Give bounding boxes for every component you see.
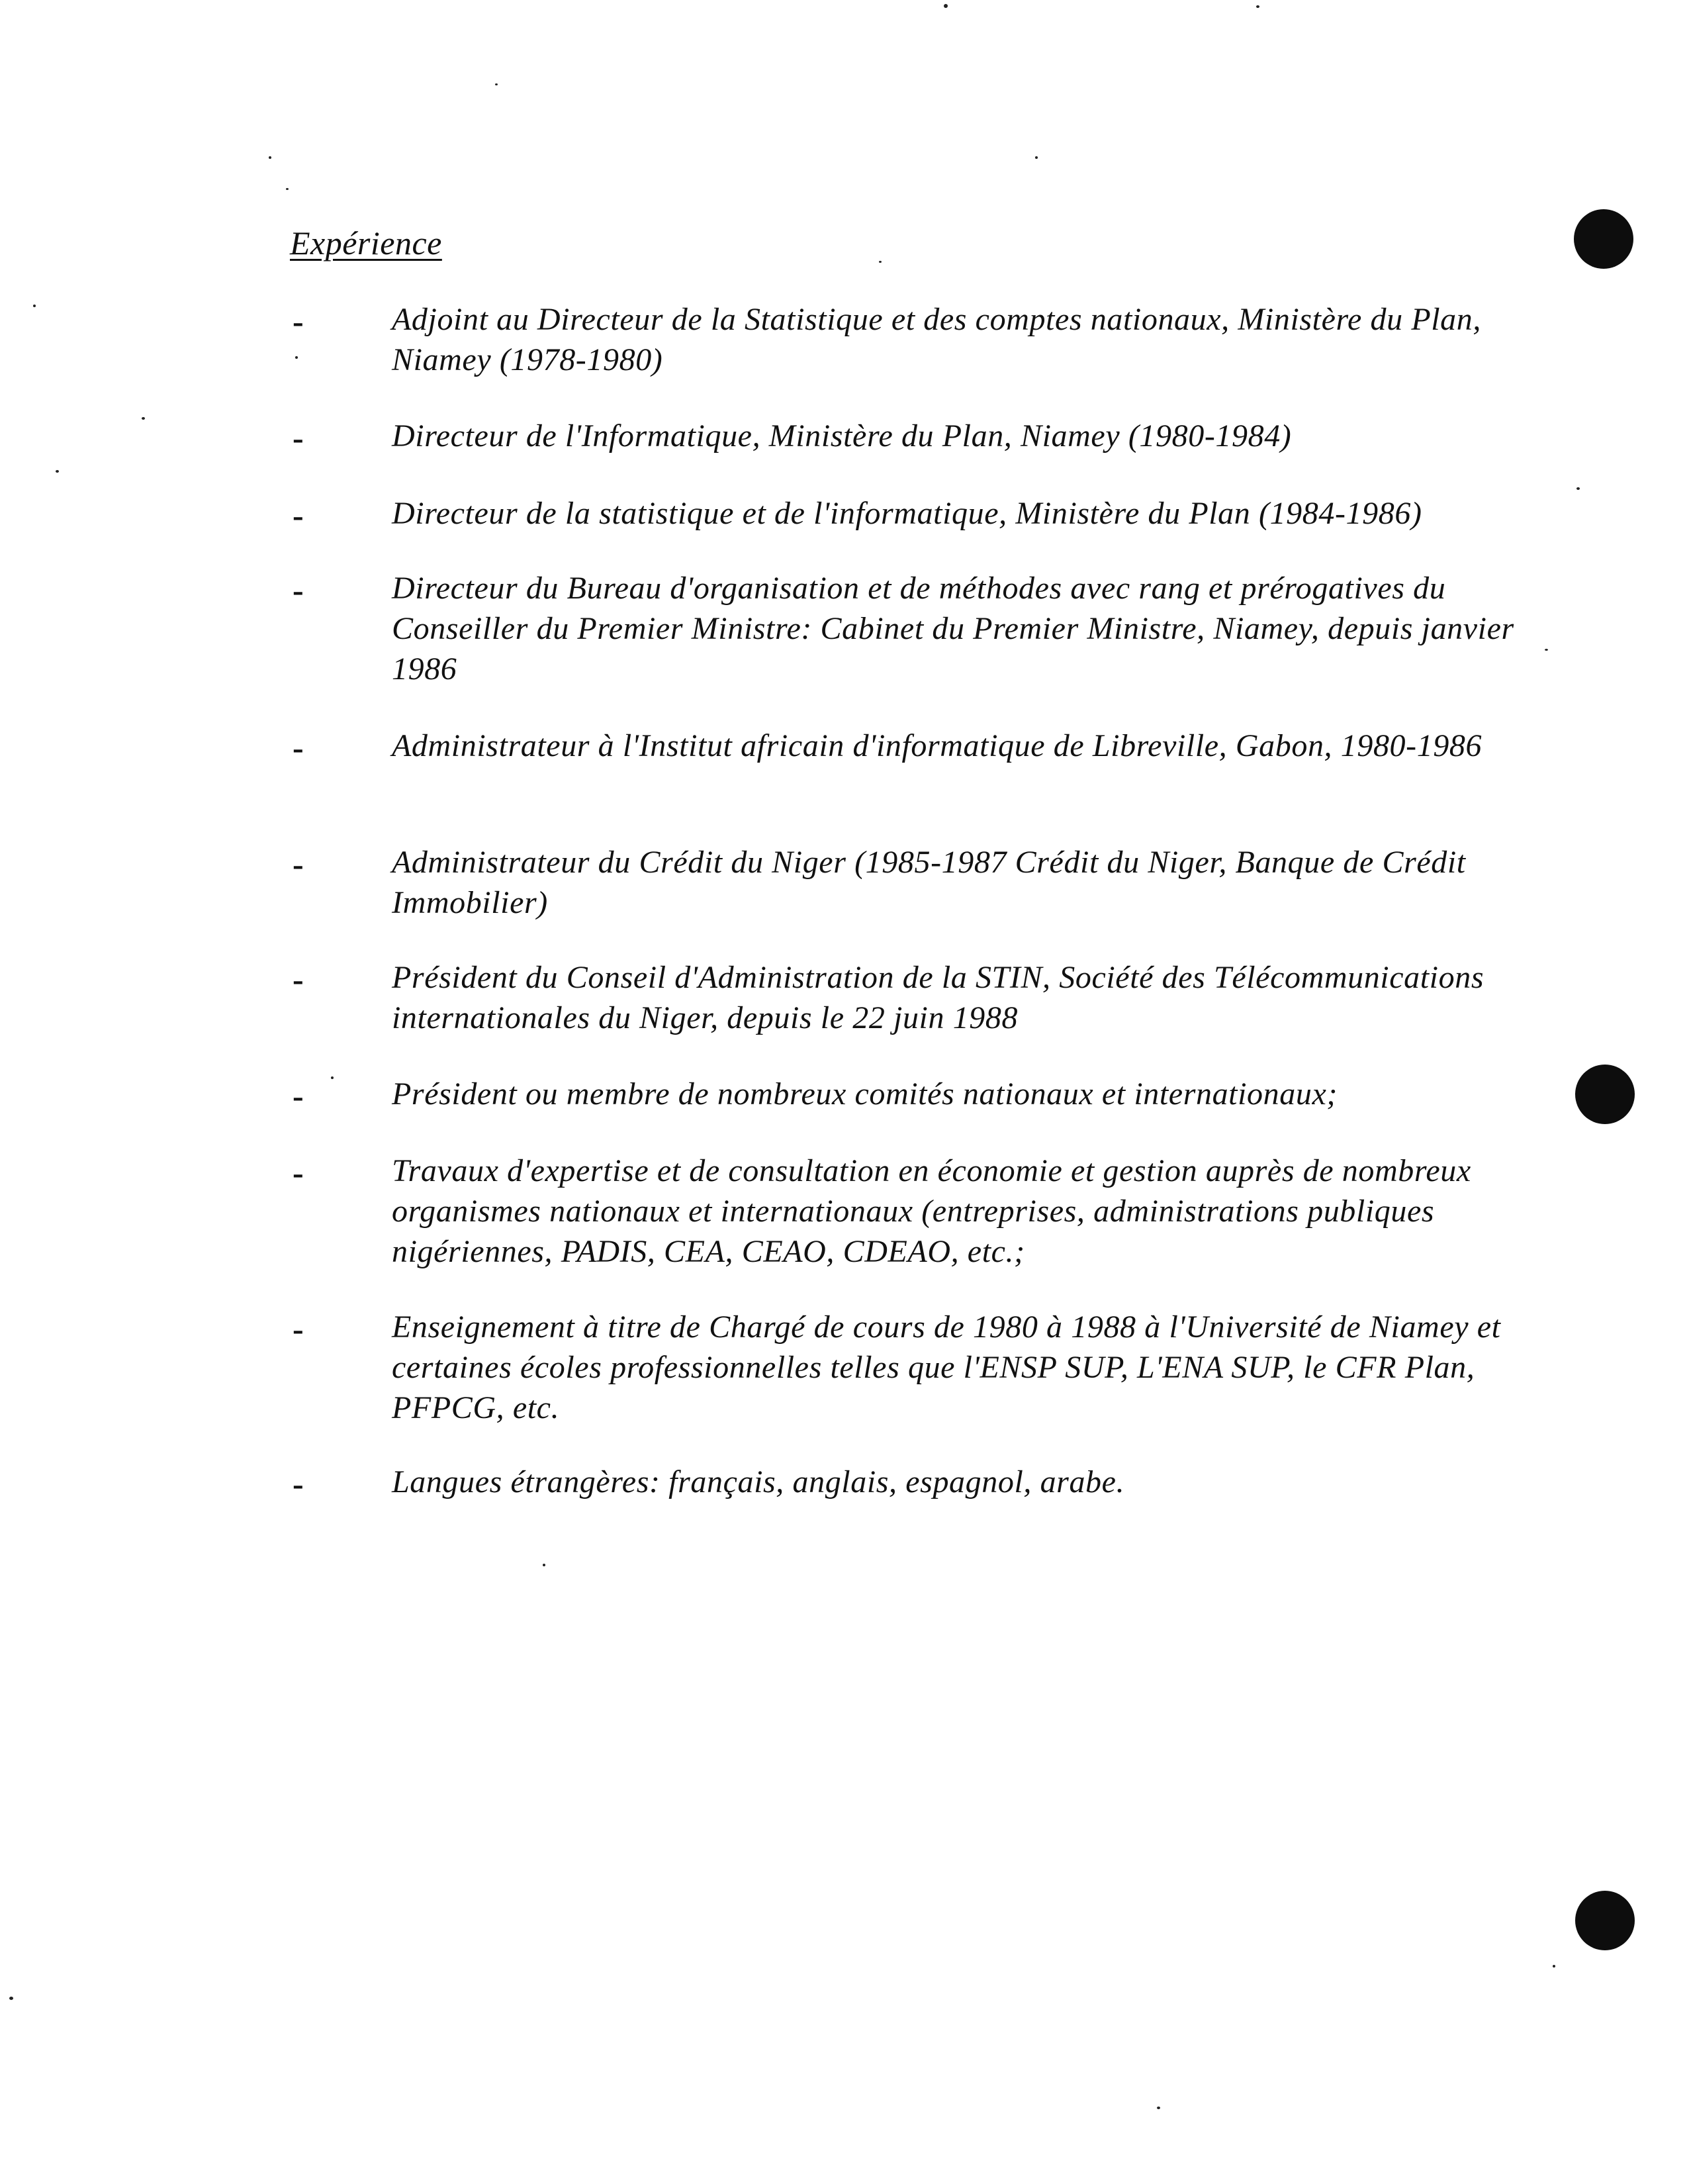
punch-hole	[1575, 1891, 1635, 1950]
scan-speck	[56, 470, 59, 473]
scan-speck	[331, 1076, 334, 1079]
list-item-text: Langues étrangères: français, anglais, espagnol, arabe.	[392, 1464, 1125, 1499]
list-dash: -	[293, 1310, 304, 1347]
scan-speck	[543, 1564, 545, 1566]
scan-speck	[142, 417, 145, 420]
scan-speck	[1576, 487, 1580, 490]
list-dash: -	[293, 961, 304, 998]
punch-hole	[1575, 1065, 1635, 1124]
section-heading: Expérience	[290, 224, 442, 261]
list-dash: -	[293, 497, 304, 534]
scan-speck	[33, 305, 36, 307]
list-item-text: Travaux d'expertise et de consultation en économie et gestion auprès de nombreux organismes nationaux et internationaux (entreprises, administrations publiques nigériennes, PADIS, CEA, CEAO, CDEAO, etc.;	[392, 1153, 1471, 1269]
list-item-text: Directeur de la statistique et de l'informatique, Ministère du Plan (1984-1986)	[392, 496, 1422, 531]
list-dash: -	[293, 1077, 304, 1114]
scan-speck	[1545, 649, 1548, 651]
list-item-text: Directeur de l'Informatique, Ministère du Plan, Niamey (1980-1984)	[392, 418, 1292, 453]
scan-speck	[269, 156, 271, 159]
list-item-text: Directeur du Bureau d'organisation et de méthodes avec rang et prérogatives du Conseiller du Premier Ministre: Cabinet du Premier Ministre, Niamey, depuis janvier 1986	[392, 571, 1514, 687]
scan-speck	[495, 83, 498, 85]
punch-hole	[1574, 209, 1633, 269]
list-item-text: Adjoint au Directeur de la Statistique et des comptes nationaux, Ministère du Plan, Niamey (1978-1980)	[392, 302, 1481, 377]
list-dash: -	[293, 845, 304, 882]
scan-speck	[1553, 1965, 1555, 1968]
scan-speck	[944, 4, 948, 8]
scan-speck	[1256, 5, 1259, 8]
scan-speck	[9, 1997, 13, 2000]
list-item-text: Enseignement à titre de Chargé de cours de 1980 à 1988 à l'Université de Niamey et certaines écoles professionnelles telles que l'ENSP SUP, L'ENA SUP, le CFR Plan, PFPCG, etc.	[392, 1309, 1501, 1425]
list-item-text: Président du Conseil d'Administration de la STIN, Société des Télécommunications internationales du Niger, depuis le 22 juin 1988	[392, 960, 1484, 1035]
list-dash: -	[293, 419, 304, 456]
scan-speck	[1157, 2107, 1160, 2109]
list-dash: -	[293, 1154, 304, 1191]
list-dash: -	[293, 1465, 304, 1502]
list-dash: -	[293, 729, 304, 766]
list-item-text: Administrateur du Crédit du Niger (1985-1987 Crédit du Niger, Banque de Crédit Immobilier)	[392, 845, 1466, 920]
scan-speck	[879, 261, 882, 263]
list-item-text: Administrateur à l'Institut africain d'informatique de Libreville, Gabon, 1980-1986	[392, 728, 1483, 763]
list-dash: -	[293, 303, 304, 340]
scan-speck	[1035, 156, 1038, 159]
list-item-text: Président ou membre de nombreux comités nationaux et internationaux;	[392, 1076, 1338, 1112]
list-dash: -	[293, 571, 304, 608]
scan-speck	[295, 356, 298, 359]
scan-speck	[286, 188, 289, 190]
